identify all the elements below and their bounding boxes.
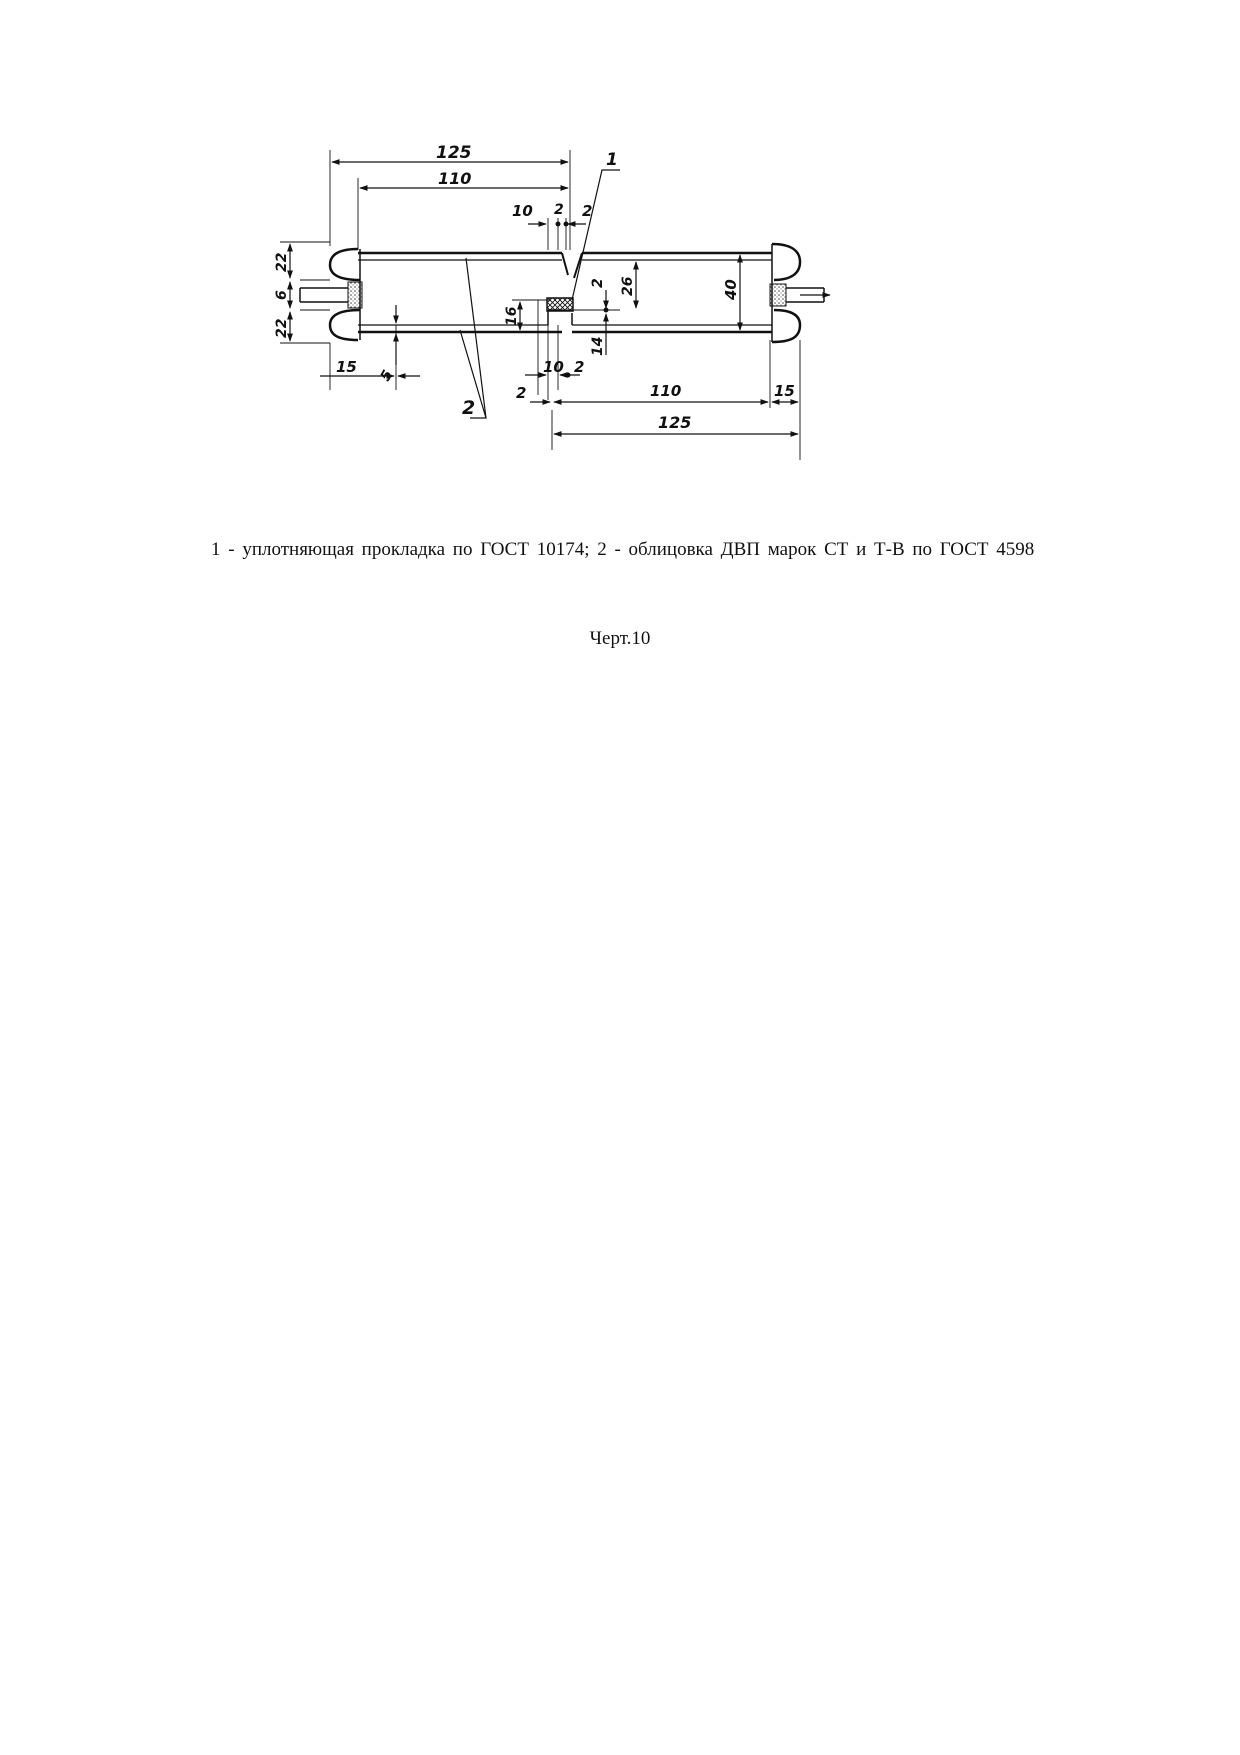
dim-125-top-label: 125 bbox=[436, 143, 472, 163]
dim-26-label: 26 bbox=[620, 276, 636, 296]
dim-22-lower-label: 22 bbox=[274, 318, 290, 338]
right-panel bbox=[572, 244, 824, 342]
drawing-legend-caption bbox=[187, 539, 1053, 561]
dim-6-label: 6 bbox=[274, 290, 290, 300]
dim-10-top-label: 10 bbox=[512, 202, 533, 220]
callout-2-label: 2 bbox=[462, 397, 476, 419]
dim-15-right-label: 15 bbox=[774, 382, 795, 400]
dim-5-label: 5 bbox=[377, 367, 397, 384]
technical-drawing bbox=[274, 143, 930, 520]
dim-40-label: 40 bbox=[722, 279, 740, 300]
dim-2-top-b-label: 2 bbox=[582, 202, 593, 220]
dim-15-left-label: 15 bbox=[336, 358, 357, 376]
dim-125-bottom-label: 125 bbox=[658, 413, 692, 432]
dim-14-label: 14 bbox=[590, 336, 606, 356]
left-panel bbox=[300, 249, 568, 340]
dim-22-upper-label: 22 bbox=[274, 252, 290, 272]
dim-110-top-label: 110 bbox=[438, 169, 472, 188]
figure-title: Черт.10 bbox=[589, 628, 651, 649]
sealing-gasket bbox=[547, 298, 573, 311]
caption-text: 1 - уплотняющая прокладка по ГОСТ 10174; 2 - облицовка ДВП марок СТ и Т-В по ГОСТ 4598 bbox=[211, 539, 1035, 560]
dim-2-bottom-label: 2 bbox=[574, 358, 585, 376]
dim-10-bottom-label: 10 bbox=[543, 358, 564, 376]
leader-lines bbox=[460, 170, 620, 418]
dim-2-lower-left-label: 2 bbox=[516, 384, 527, 402]
dim-16-label: 16 bbox=[504, 306, 520, 326]
dim-2-mid-label: 2 bbox=[590, 278, 606, 288]
dim-2-top-a-label: 2 bbox=[554, 202, 564, 218]
panel-joint-drawing-svg bbox=[274, 143, 930, 520]
dim-110-bottom-label: 110 bbox=[650, 382, 682, 400]
callout-1-label: 1 bbox=[606, 150, 618, 170]
